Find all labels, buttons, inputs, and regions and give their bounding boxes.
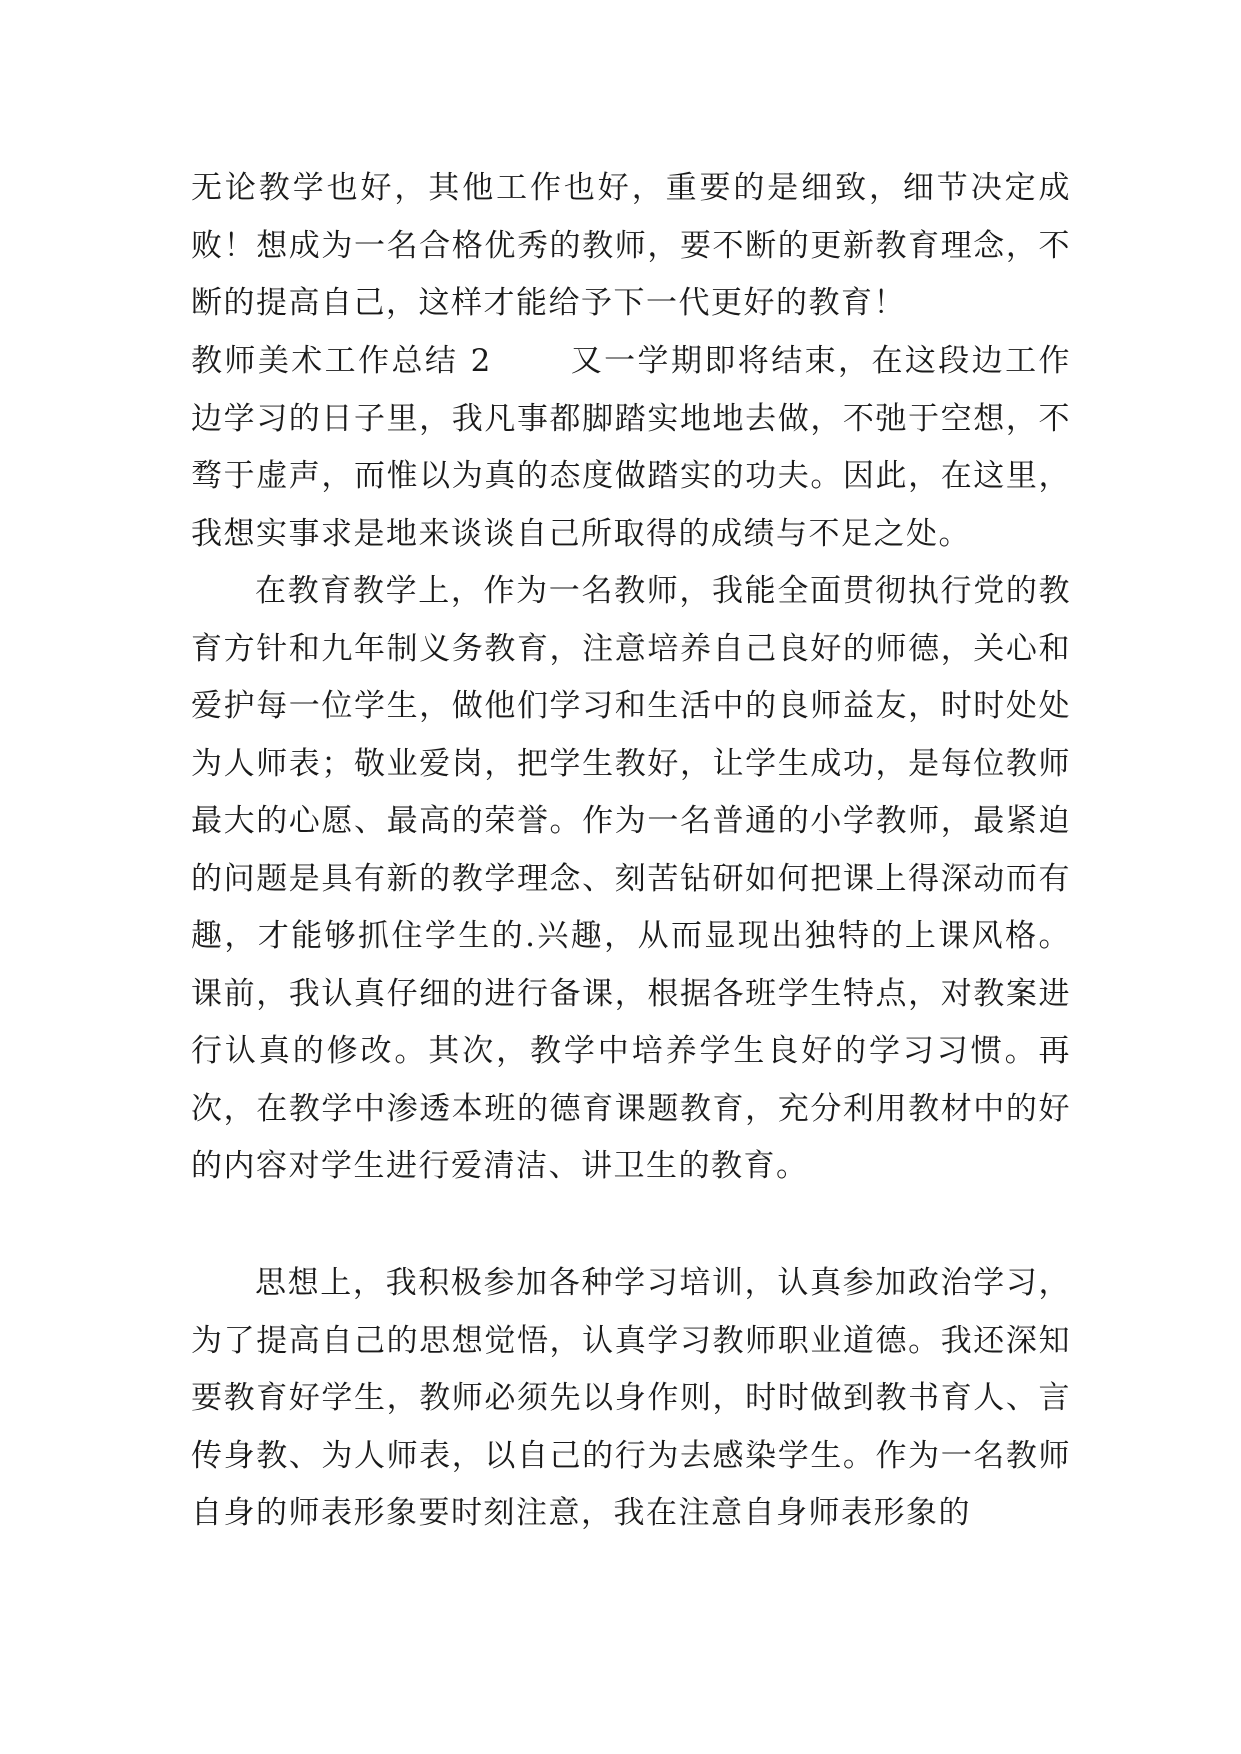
section-title: 教师美术工作总结 2	[191, 343, 492, 379]
paragraph-teaching: 在教育教学上，作为一名教师，我能全面贯彻执行党的教育方针和九年制义务教育，注意培养自己良好的师德，关心和爱护每一位学生，做他们学习和生活中的良师益友，时时处处为人师表；敬业爱岗，把学生教好，让学生成功，是每位教师最大的心愿、最高的荣誉。作为一名普通的小学教师，最紧迫的问题是具有新的教学理念、刻苦钻研如何把课上得深动而有趣，才能够抓住学生的.兴趣，从而显现出独特的上课风格。课前，我认真仔细的进行备课，根据各班学生特点，对教案进行认真的修改。其次，教学中培养学生良好的学习习惯。再次，在教学中渗透本班的德育课题教育，充分利用教材中的好的内容对学生进行爱清洁、讲卫生的教育。	[191, 573, 1071, 1184]
paragraph-intro: 又一学期即将结束，在这段边工作边学习的日子里，我凡事都脚踏实地地去做，不弛于空想，不骛于虚声，而惟以为真的态度做踏实的功夫。因此，在这里，我想实事求是地来谈谈自己所取得的成绩与不足之处。	[191, 343, 1072, 552]
paragraph-ideology: 思想上，我积极参加各种学习培训，认真参加政治学习，为了提高自己的思想觉悟，认真学习教师职业道德。我还深知要教育好学生，教师必须先以身作则，时时做到教书育人、言传身教、为人师表，以自己的行为去感染学生。作为一名教师自身的师表形象要时刻注意，我在注意自身师表形象的	[191, 1265, 1071, 1531]
section-heading-paragraph	[191, 333, 1071, 563]
paragraph-conclusion: 无论教学也好，其他工作也好，重要的是细致，细节决定成败！想成为一名合格优秀的教师，要不断的更新教育理念，不断的提高自己，这样才能给予下一代更好的教育！	[191, 170, 1071, 321]
